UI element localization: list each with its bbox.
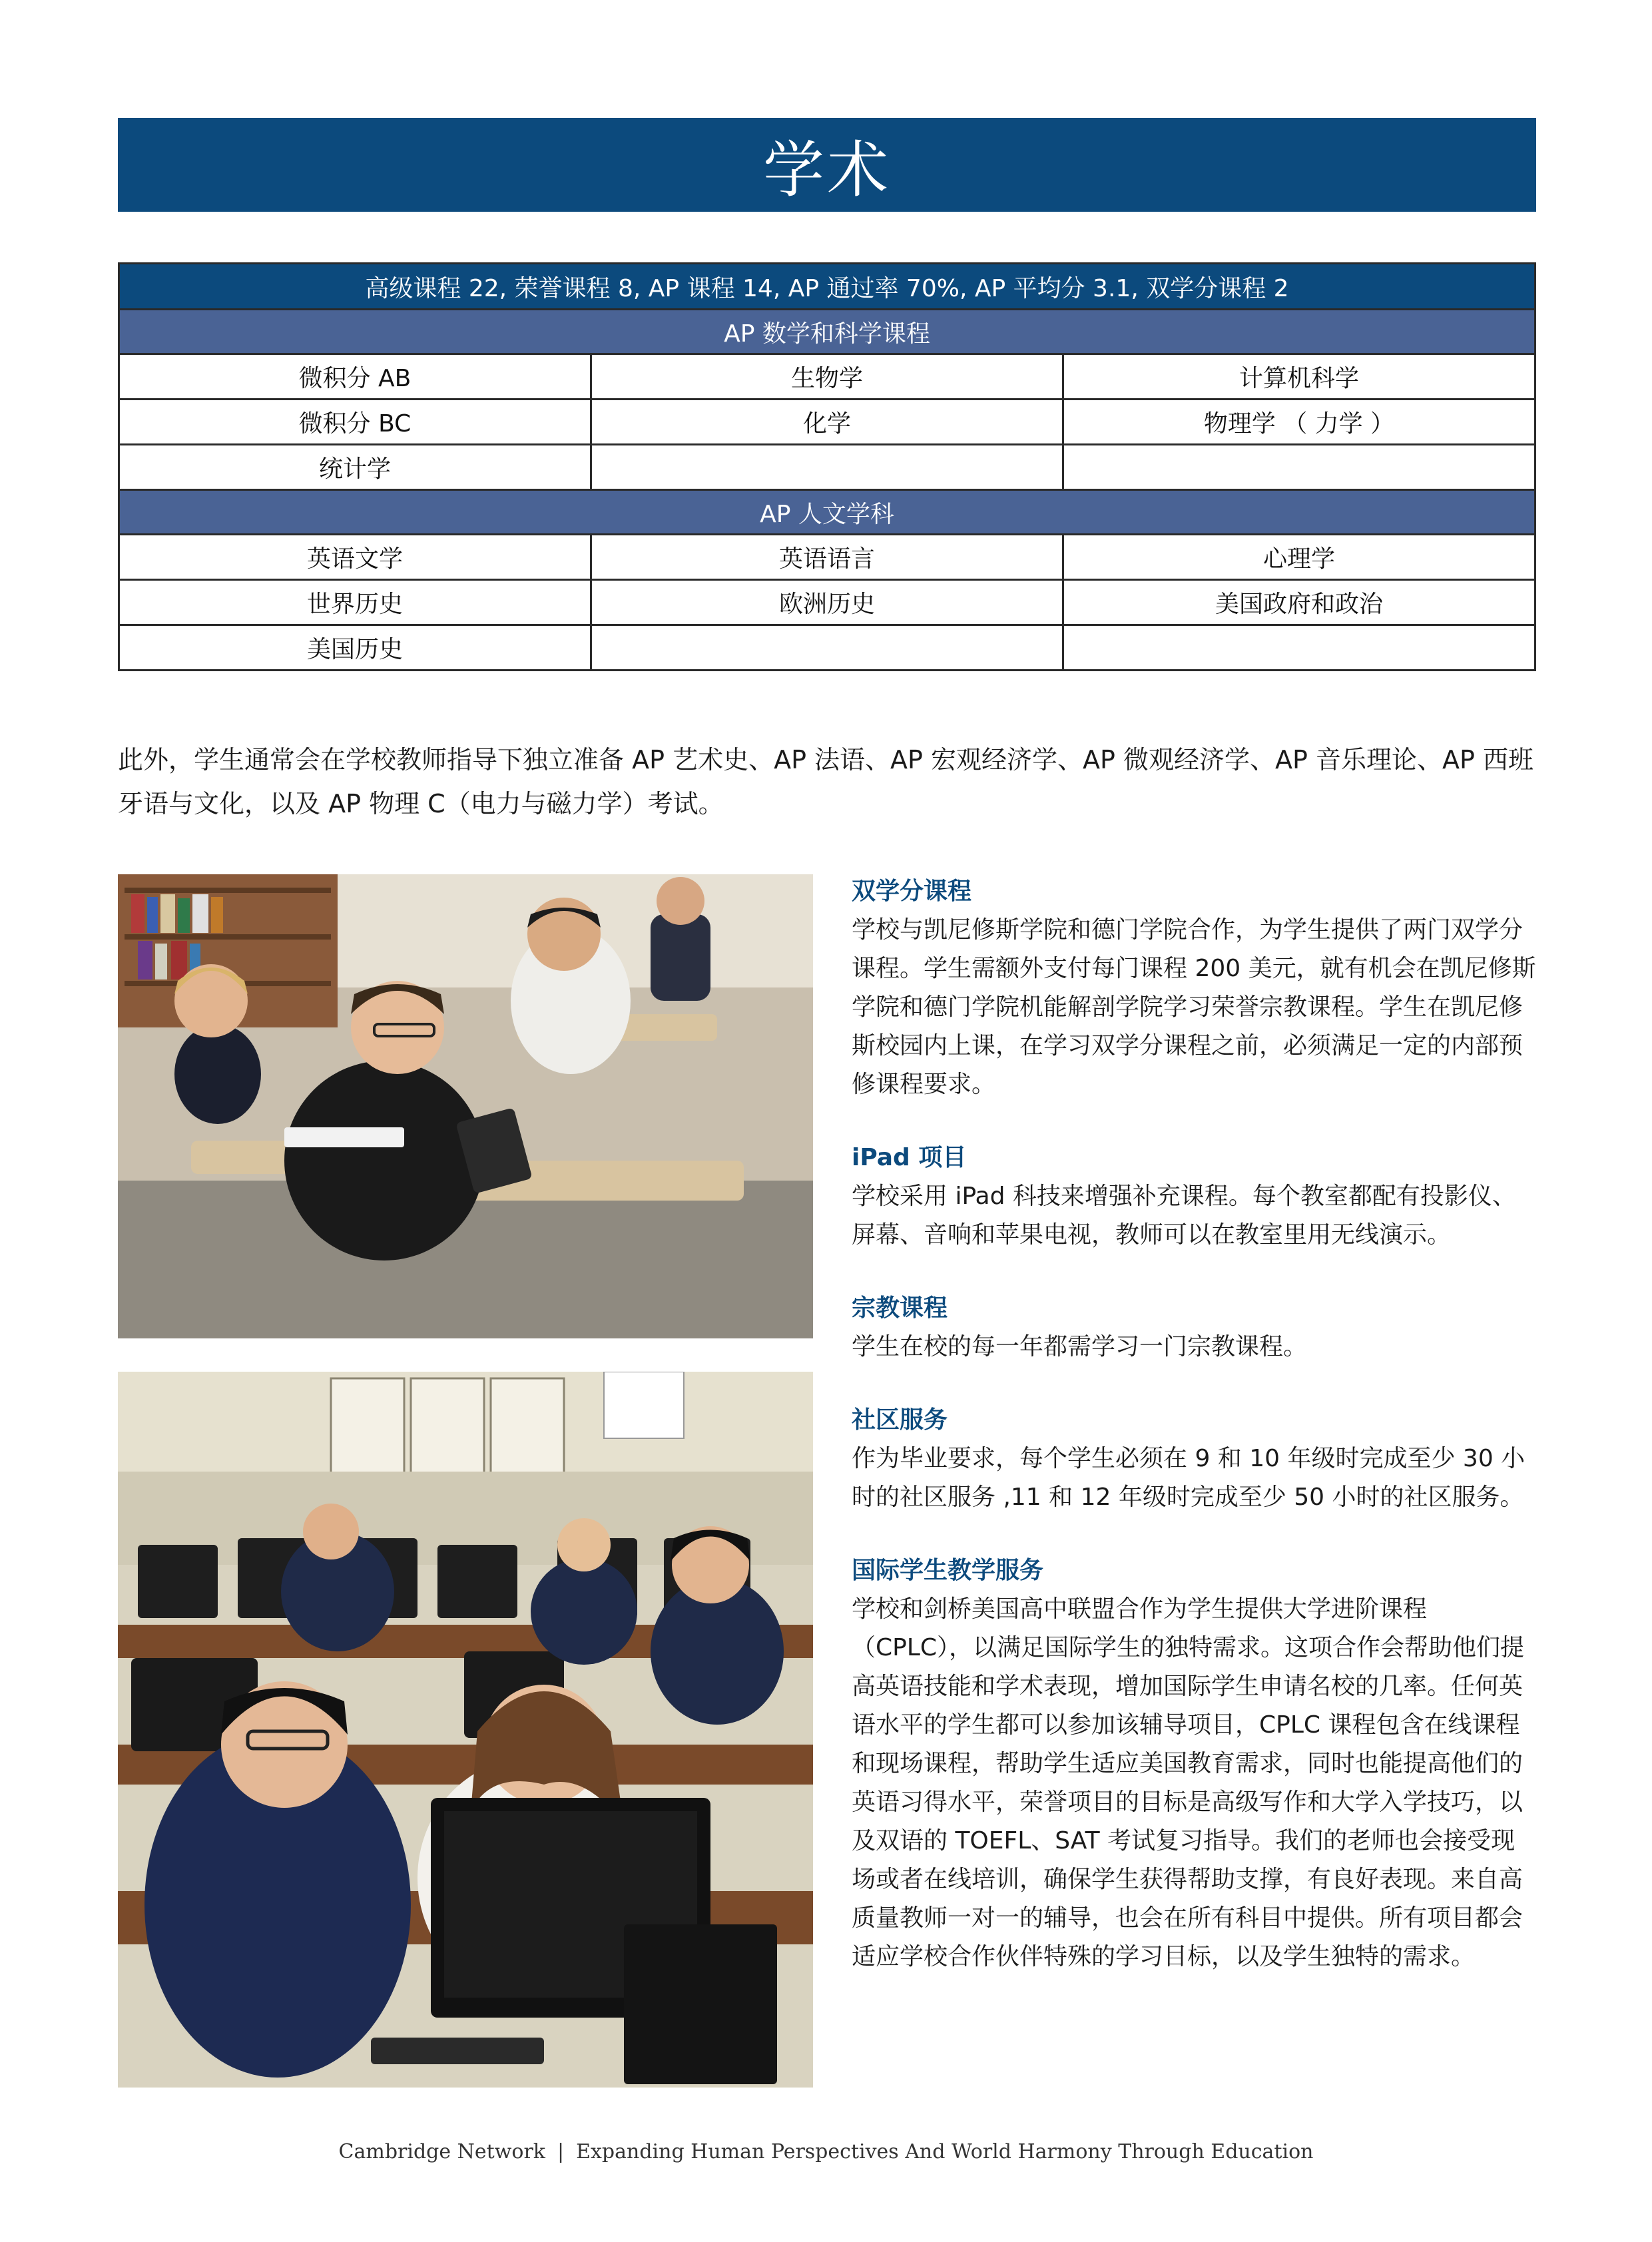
- section-body: 学生在校的每一年都需学习一门宗教课程。: [852, 1333, 1308, 1360]
- section-dual-credit: [852, 872, 1537, 1104]
- table-row: [119, 445, 1535, 490]
- table-cell: 美国历史: [119, 625, 591, 671]
- section-ipad: [852, 1139, 1537, 1255]
- section-title: 社区服务: [852, 1406, 948, 1434]
- table-cell: 生物学: [591, 354, 1063, 400]
- table-row: [119, 535, 1535, 580]
- section-body: 作为毕业要求，每个学生必须在 9 和 10 年级时完成至少 30 小时的社区服务 ,11 和 12 年级时完成至少 50 小时的社区服务。: [852, 1445, 1525, 1511]
- classroom-photo-illustration: [118, 874, 813, 1338]
- table-cell: 计算机科学: [1063, 354, 1535, 400]
- table-summary: 高级课程 22, 荣誉课程 8, AP 课程 14, AP 通过率 70%, AP 平均分 3.1, 双学分课程 2: [119, 264, 1535, 310]
- table-cell: [1063, 625, 1535, 671]
- computer-lab-photo: [118, 1372, 813, 2088]
- section-title: iPad 项目: [852, 1144, 967, 1171]
- section-body: 学校采用 iPad 科技来增强补充课程。每个教室都配有投影仪、屏幕、音响和苹果电视，教师可以在教室里用无线演示。: [852, 1183, 1516, 1249]
- page-title: 学术: [118, 118, 1536, 212]
- section-title: 宗教课程: [852, 1294, 948, 1322]
- ap-course-table: [118, 262, 1536, 671]
- humanities-heading: AP 人文学科: [119, 490, 1535, 535]
- table-summary-row: [119, 264, 1535, 310]
- table-row: [119, 354, 1535, 400]
- classroom-photo: [118, 874, 813, 1338]
- table-cell: 心理学: [1063, 535, 1535, 580]
- table-section-row: [119, 310, 1535, 354]
- footer-org: Cambridge Network: [338, 2140, 545, 2163]
- table-cell: 美国政府和政治: [1063, 580, 1535, 625]
- table-cell: [591, 445, 1063, 490]
- program-sections: [852, 872, 1537, 2011]
- intro-paragraph: 此外，学生通常会在学校教师指导下独立准备 AP 艺术史、AP 法语、AP 宏观经济学、AP 微观经济学、AP 音乐理论、AP 西班牙语与文化，以及 AP 物理 C（电力与磁力学）考试。: [118, 745, 1534, 818]
- section-title: 国际学生教学服务: [852, 1557, 1044, 1584]
- section-title: 双学分课程: [852, 878, 972, 905]
- table-cell: 物理学 （ 力学 ）: [1063, 400, 1535, 445]
- table-cell: 化学: [591, 400, 1063, 445]
- table-cell: 欧洲历史: [591, 580, 1063, 625]
- table-cell: 统计学: [119, 445, 591, 490]
- table-cell: 英语文学: [119, 535, 591, 580]
- section-religion: [852, 1289, 1537, 1366]
- table-section-row: [119, 490, 1535, 535]
- section-body: 学校与凯尼修斯学院和德门学院合作，为学生提供了两门双学分课程。学生需额外支付每门课程 200 美元，就有机会在凯尼修斯学院和德门学院机能解剖学院学习荣誉宗教课程。学生在凯尼修斯校园内上课，在学习双学分课程之前，必须满足一定的内部预修课程要求。: [852, 916, 1536, 1098]
- table-row: [119, 580, 1535, 625]
- section-international-students: [852, 1551, 1537, 1976]
- footer-tagline: Expanding Human Perspectives And World Harmony Through Education: [576, 2140, 1314, 2163]
- page-footer: [0, 2140, 1652, 2163]
- section-body: 学校和剑桥美国高中联盟合作为学生提供大学进阶课程（CPLC），以满足国际学生的独特需求。这项合作会帮助他们提高英语技能和学术表现，增加国际学生申请名校的几率。任何英语水平的学生都可以参加该辅导项目，CPLC 课程包含在线课程和现场课程，帮助学生适应美国教育需求，同时也能提高他们的英语习得水平，荣誉项目的目标是高级写作和大学入学技巧，以及双语的 TOEFL、SAT 考试复习指导。我们的老师也会接受现场或者在线培训，确保学生获得帮助支撑，有良好表现。来自高质量教师一对一的辅导，也会在所有科目中提供。所有项目都会适应学校合作伙伴特殊的学习目标，以及学生独特的需求。: [852, 1595, 1525, 1970]
- section-community-service: [852, 1401, 1537, 1517]
- math-science-heading: AP 数学和科学课程: [119, 310, 1535, 354]
- table-cell: [1063, 445, 1535, 490]
- table-row: [119, 625, 1535, 671]
- table-cell: 英语语言: [591, 535, 1063, 580]
- table-cell: 微积分 AB: [119, 354, 591, 400]
- table-cell: 世界历史: [119, 580, 591, 625]
- footer-separator: |: [557, 2140, 565, 2163]
- table-row: [119, 400, 1535, 445]
- table-cell: 微积分 BC: [119, 400, 591, 445]
- computer-lab-photo-illustration: [118, 1372, 813, 2088]
- table-cell: [591, 625, 1063, 671]
